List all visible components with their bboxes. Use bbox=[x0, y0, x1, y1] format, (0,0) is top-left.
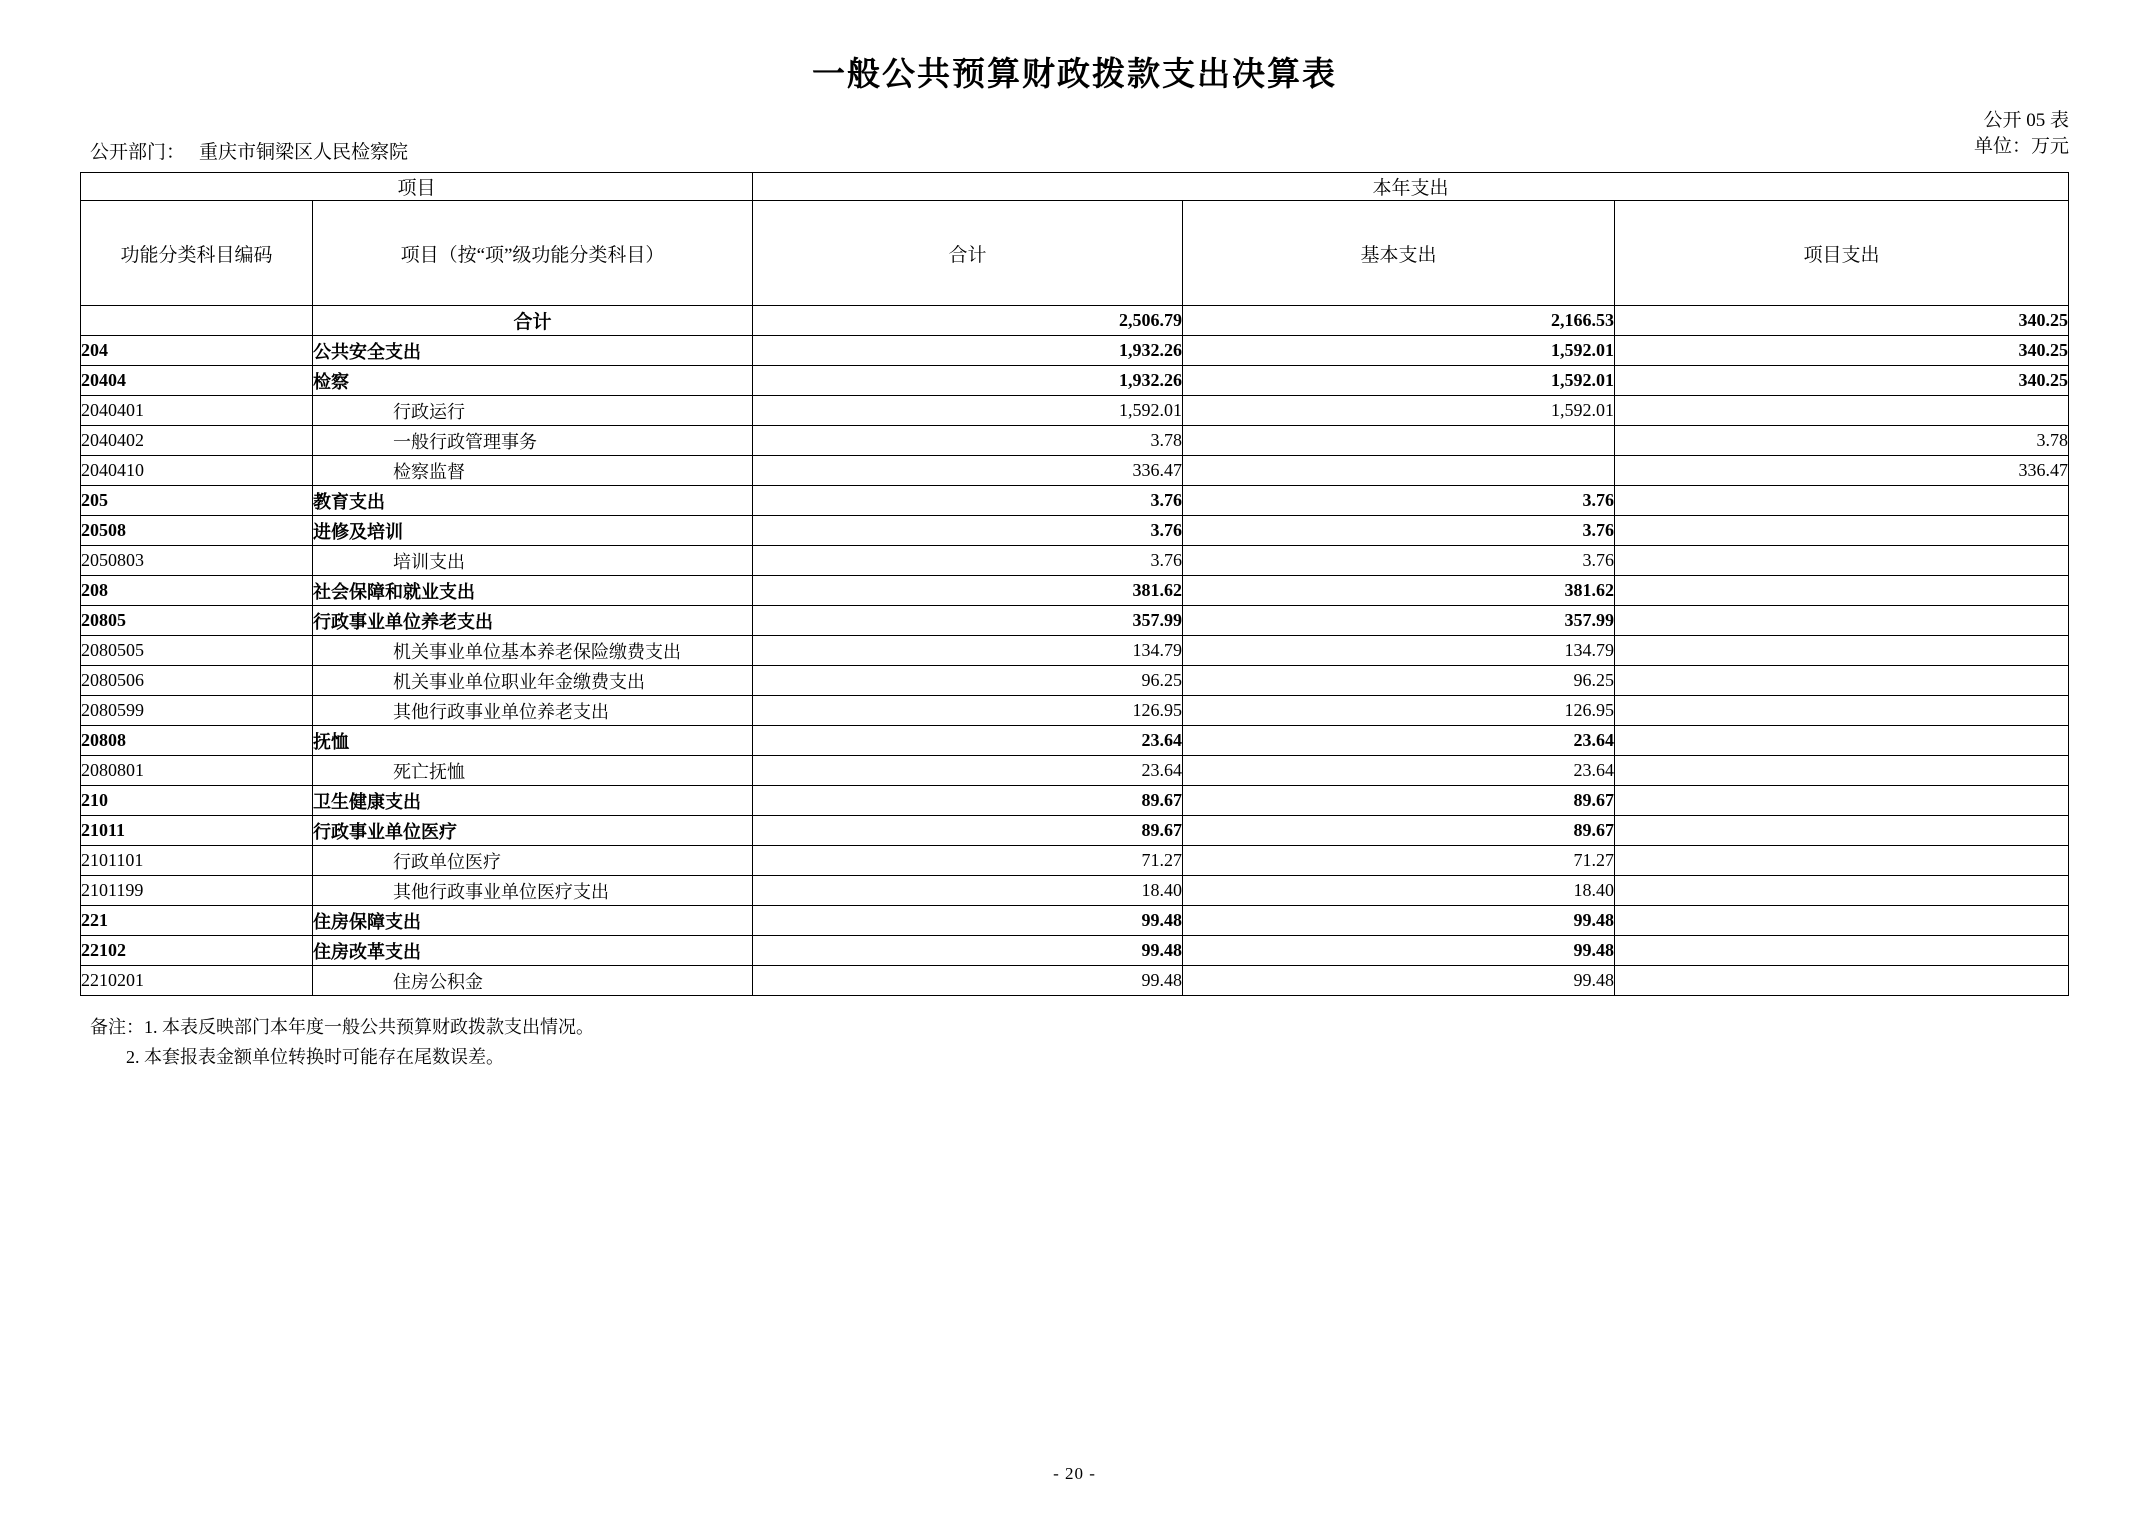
cell-project bbox=[1615, 846, 2069, 876]
cell-total: 126.95 bbox=[753, 696, 1183, 726]
cell-code: 22102 bbox=[81, 936, 313, 966]
cell-item-name: 进修及培训 bbox=[313, 516, 753, 546]
cell-total: 1,932.26 bbox=[753, 366, 1183, 396]
cell-project: 336.47 bbox=[1615, 456, 2069, 486]
cell-basic: 23.64 bbox=[1183, 726, 1615, 756]
form-number: 公开 05 表 bbox=[1983, 110, 2069, 131]
cell-basic: 1,592.01 bbox=[1183, 366, 1615, 396]
cell-total: 134.79 bbox=[753, 636, 1183, 666]
cell-basic: 71.27 bbox=[1183, 846, 1615, 876]
cell-code: 2080506 bbox=[81, 666, 313, 696]
cell-basic: 126.95 bbox=[1183, 696, 1615, 726]
cell-code: 20508 bbox=[81, 516, 313, 546]
table-row bbox=[81, 786, 2069, 816]
cell-code: 20808 bbox=[81, 726, 313, 756]
cell-total: 3.76 bbox=[753, 516, 1183, 546]
cell-project bbox=[1615, 966, 2069, 996]
cell-project bbox=[1615, 816, 2069, 846]
cell-code: 20805 bbox=[81, 606, 313, 636]
cell-basic: 23.64 bbox=[1183, 756, 1615, 786]
table-body bbox=[81, 306, 2069, 996]
cell-total: 89.67 bbox=[753, 786, 1183, 816]
cell-total: 89.67 bbox=[753, 816, 1183, 846]
cell-basic: 1,592.01 bbox=[1183, 396, 1615, 426]
header-col-total: 合计 bbox=[753, 201, 1183, 306]
cell-item-name: 住房公积金 bbox=[313, 966, 753, 996]
cell-basic: 89.67 bbox=[1183, 786, 1615, 816]
cell-project bbox=[1615, 396, 2069, 426]
table-row bbox=[81, 516, 2069, 546]
table-row bbox=[81, 636, 2069, 666]
table-row bbox=[81, 966, 2069, 996]
page-title: 一般公共预算财政拨款支出决算表 bbox=[812, 55, 1337, 92]
cell-basic: 134.79 bbox=[1183, 636, 1615, 666]
cell-basic bbox=[1183, 426, 1615, 456]
table-row bbox=[81, 906, 2069, 936]
cell-basic: 18.40 bbox=[1183, 876, 1615, 906]
cell-project bbox=[1615, 726, 2069, 756]
cell-basic: 99.48 bbox=[1183, 936, 1615, 966]
cell-item-name: 教育支出 bbox=[313, 486, 753, 516]
header-group-year-expenditure: 本年支出 bbox=[753, 173, 2069, 201]
cell-basic: 1,592.01 bbox=[1183, 336, 1615, 366]
header-col-code: 功能分类科目编码 bbox=[81, 201, 313, 306]
cell-project bbox=[1615, 516, 2069, 546]
total-row-empty-code bbox=[81, 306, 313, 336]
cell-project bbox=[1615, 546, 2069, 576]
cell-item-name: 抚恤 bbox=[313, 726, 753, 756]
cell-total: 3.76 bbox=[753, 546, 1183, 576]
cell-code: 2080801 bbox=[81, 756, 313, 786]
table-header-row bbox=[81, 201, 2069, 306]
cell-total: 1,592.01 bbox=[753, 396, 1183, 426]
cell-project bbox=[1615, 936, 2069, 966]
table-row-total bbox=[81, 306, 2069, 336]
budget-expenditure-table bbox=[80, 172, 2069, 996]
cell-code: 2101199 bbox=[81, 876, 313, 906]
cell-item-name: 住房保障支出 bbox=[313, 906, 753, 936]
total-row-total: 2,506.79 bbox=[753, 306, 1183, 336]
table-notes bbox=[90, 1012, 594, 1072]
cell-item-name: 行政事业单位医疗 bbox=[313, 816, 753, 846]
cell-code: 208 bbox=[81, 576, 313, 606]
cell-total: 1,932.26 bbox=[753, 336, 1183, 366]
cell-code: 221 bbox=[81, 906, 313, 936]
cell-total: 336.47 bbox=[753, 456, 1183, 486]
table-row bbox=[81, 876, 2069, 906]
cell-basic bbox=[1183, 456, 1615, 486]
cell-total: 3.76 bbox=[753, 486, 1183, 516]
table-row bbox=[81, 576, 2069, 606]
cell-project bbox=[1615, 786, 2069, 816]
cell-project bbox=[1615, 486, 2069, 516]
cell-item-name: 其他行政事业单位医疗支出 bbox=[313, 876, 753, 906]
cell-project bbox=[1615, 576, 2069, 606]
cell-basic: 96.25 bbox=[1183, 666, 1615, 696]
cell-total: 23.64 bbox=[753, 726, 1183, 756]
cell-project: 340.25 bbox=[1615, 366, 2069, 396]
cell-basic: 3.76 bbox=[1183, 486, 1615, 516]
cell-project: 3.78 bbox=[1615, 426, 2069, 456]
form-meta bbox=[1974, 108, 2069, 160]
table-row bbox=[81, 336, 2069, 366]
table-row bbox=[81, 546, 2069, 576]
cell-total: 99.48 bbox=[753, 906, 1183, 936]
cell-total: 3.78 bbox=[753, 426, 1183, 456]
cell-item-name: 机关事业单位职业年金缴费支出 bbox=[313, 666, 753, 696]
department-line bbox=[90, 140, 408, 166]
header-group-item: 项目 bbox=[81, 173, 753, 201]
total-row-project: 340.25 bbox=[1615, 306, 2069, 336]
cell-item-name: 机关事业单位基本养老保险缴费支出 bbox=[313, 636, 753, 666]
cell-project bbox=[1615, 756, 2069, 786]
cell-item-name: 社会保障和就业支出 bbox=[313, 576, 753, 606]
cell-code: 205 bbox=[81, 486, 313, 516]
cell-item-name: 住房改革支出 bbox=[313, 936, 753, 966]
cell-basic: 3.76 bbox=[1183, 546, 1615, 576]
cell-item-name: 培训支出 bbox=[313, 546, 753, 576]
cell-code: 210 bbox=[81, 786, 313, 816]
table-row bbox=[81, 366, 2069, 396]
cell-item-name: 检察监督 bbox=[313, 456, 753, 486]
cell-total: 99.48 bbox=[753, 966, 1183, 996]
page-number: - 20 - bbox=[1053, 1464, 1096, 1483]
department-name: 重庆市铜梁区人民检察院 bbox=[199, 142, 409, 163]
cell-basic: 381.62 bbox=[1183, 576, 1615, 606]
table-row bbox=[81, 846, 2069, 876]
cell-project bbox=[1615, 696, 2069, 726]
table-row bbox=[81, 936, 2069, 966]
header-col-name: 项目（按“项”级功能分类科目） bbox=[313, 201, 753, 306]
cell-total: 71.27 bbox=[753, 846, 1183, 876]
cell-item-name: 行政运行 bbox=[313, 396, 753, 426]
cell-total: 381.62 bbox=[753, 576, 1183, 606]
cell-total: 357.99 bbox=[753, 606, 1183, 636]
cell-code: 2101101 bbox=[81, 846, 313, 876]
cell-code: 21011 bbox=[81, 816, 313, 846]
table-row bbox=[81, 486, 2069, 516]
cell-basic: 89.67 bbox=[1183, 816, 1615, 846]
cell-basic: 99.48 bbox=[1183, 906, 1615, 936]
cell-item-name: 卫生健康支出 bbox=[313, 786, 753, 816]
table-row bbox=[81, 816, 2069, 846]
table-row bbox=[81, 456, 2069, 486]
cell-basic: 357.99 bbox=[1183, 606, 1615, 636]
cell-code: 20404 bbox=[81, 366, 313, 396]
cell-code: 2040401 bbox=[81, 396, 313, 426]
table-row bbox=[81, 396, 2069, 426]
table-row bbox=[81, 696, 2069, 726]
total-row-basic: 2,166.53 bbox=[1183, 306, 1615, 336]
table-row bbox=[81, 426, 2069, 456]
table-header-group-row bbox=[81, 173, 2069, 201]
amount-unit: 单位：万元 bbox=[1973, 136, 2069, 157]
cell-item-name: 公共安全支出 bbox=[313, 336, 753, 366]
cell-code: 2080599 bbox=[81, 696, 313, 726]
total-row-label: 合计 bbox=[313, 306, 753, 336]
header-col-basic: 基本支出 bbox=[1183, 201, 1615, 306]
cell-item-name: 其他行政事业单位养老支出 bbox=[313, 696, 753, 726]
cell-item-name: 死亡抚恤 bbox=[313, 756, 753, 786]
cell-code: 2080505 bbox=[81, 636, 313, 666]
cell-total: 23.64 bbox=[753, 756, 1183, 786]
cell-item-name: 行政事业单位养老支出 bbox=[313, 606, 753, 636]
table-row bbox=[81, 756, 2069, 786]
cell-code: 2040402 bbox=[81, 426, 313, 456]
cell-total: 18.40 bbox=[753, 876, 1183, 906]
header-col-project: 项目支出 bbox=[1615, 201, 2069, 306]
note-line-1: 备注：1. 本表反映部门本年度一般公共预算财政拨款支出情况。 bbox=[90, 1017, 594, 1037]
note-line-2: 2. 本套报表金额单位转换时可能存在尾数误差。 bbox=[126, 1047, 504, 1067]
cell-code: 2040410 bbox=[81, 456, 313, 486]
cell-project bbox=[1615, 606, 2069, 636]
cell-code: 204 bbox=[81, 336, 313, 366]
cell-project bbox=[1615, 906, 2069, 936]
cell-code: 2050803 bbox=[81, 546, 313, 576]
cell-basic: 3.76 bbox=[1183, 516, 1615, 546]
department-label: 公开部门： bbox=[90, 142, 186, 163]
cell-item-name: 检察 bbox=[313, 366, 753, 396]
table-row bbox=[81, 726, 2069, 756]
table-row bbox=[81, 606, 2069, 636]
cell-project bbox=[1615, 636, 2069, 666]
cell-total: 99.48 bbox=[753, 936, 1183, 966]
cell-item-name: 行政单位医疗 bbox=[313, 846, 753, 876]
cell-project bbox=[1615, 876, 2069, 906]
cell-item-name: 一般行政管理事务 bbox=[313, 426, 753, 456]
cell-project: 340.25 bbox=[1615, 336, 2069, 366]
cell-project bbox=[1615, 666, 2069, 696]
cell-total: 96.25 bbox=[753, 666, 1183, 696]
cell-basic: 99.48 bbox=[1183, 966, 1615, 996]
cell-code: 2210201 bbox=[81, 966, 313, 996]
table-row bbox=[81, 666, 2069, 696]
